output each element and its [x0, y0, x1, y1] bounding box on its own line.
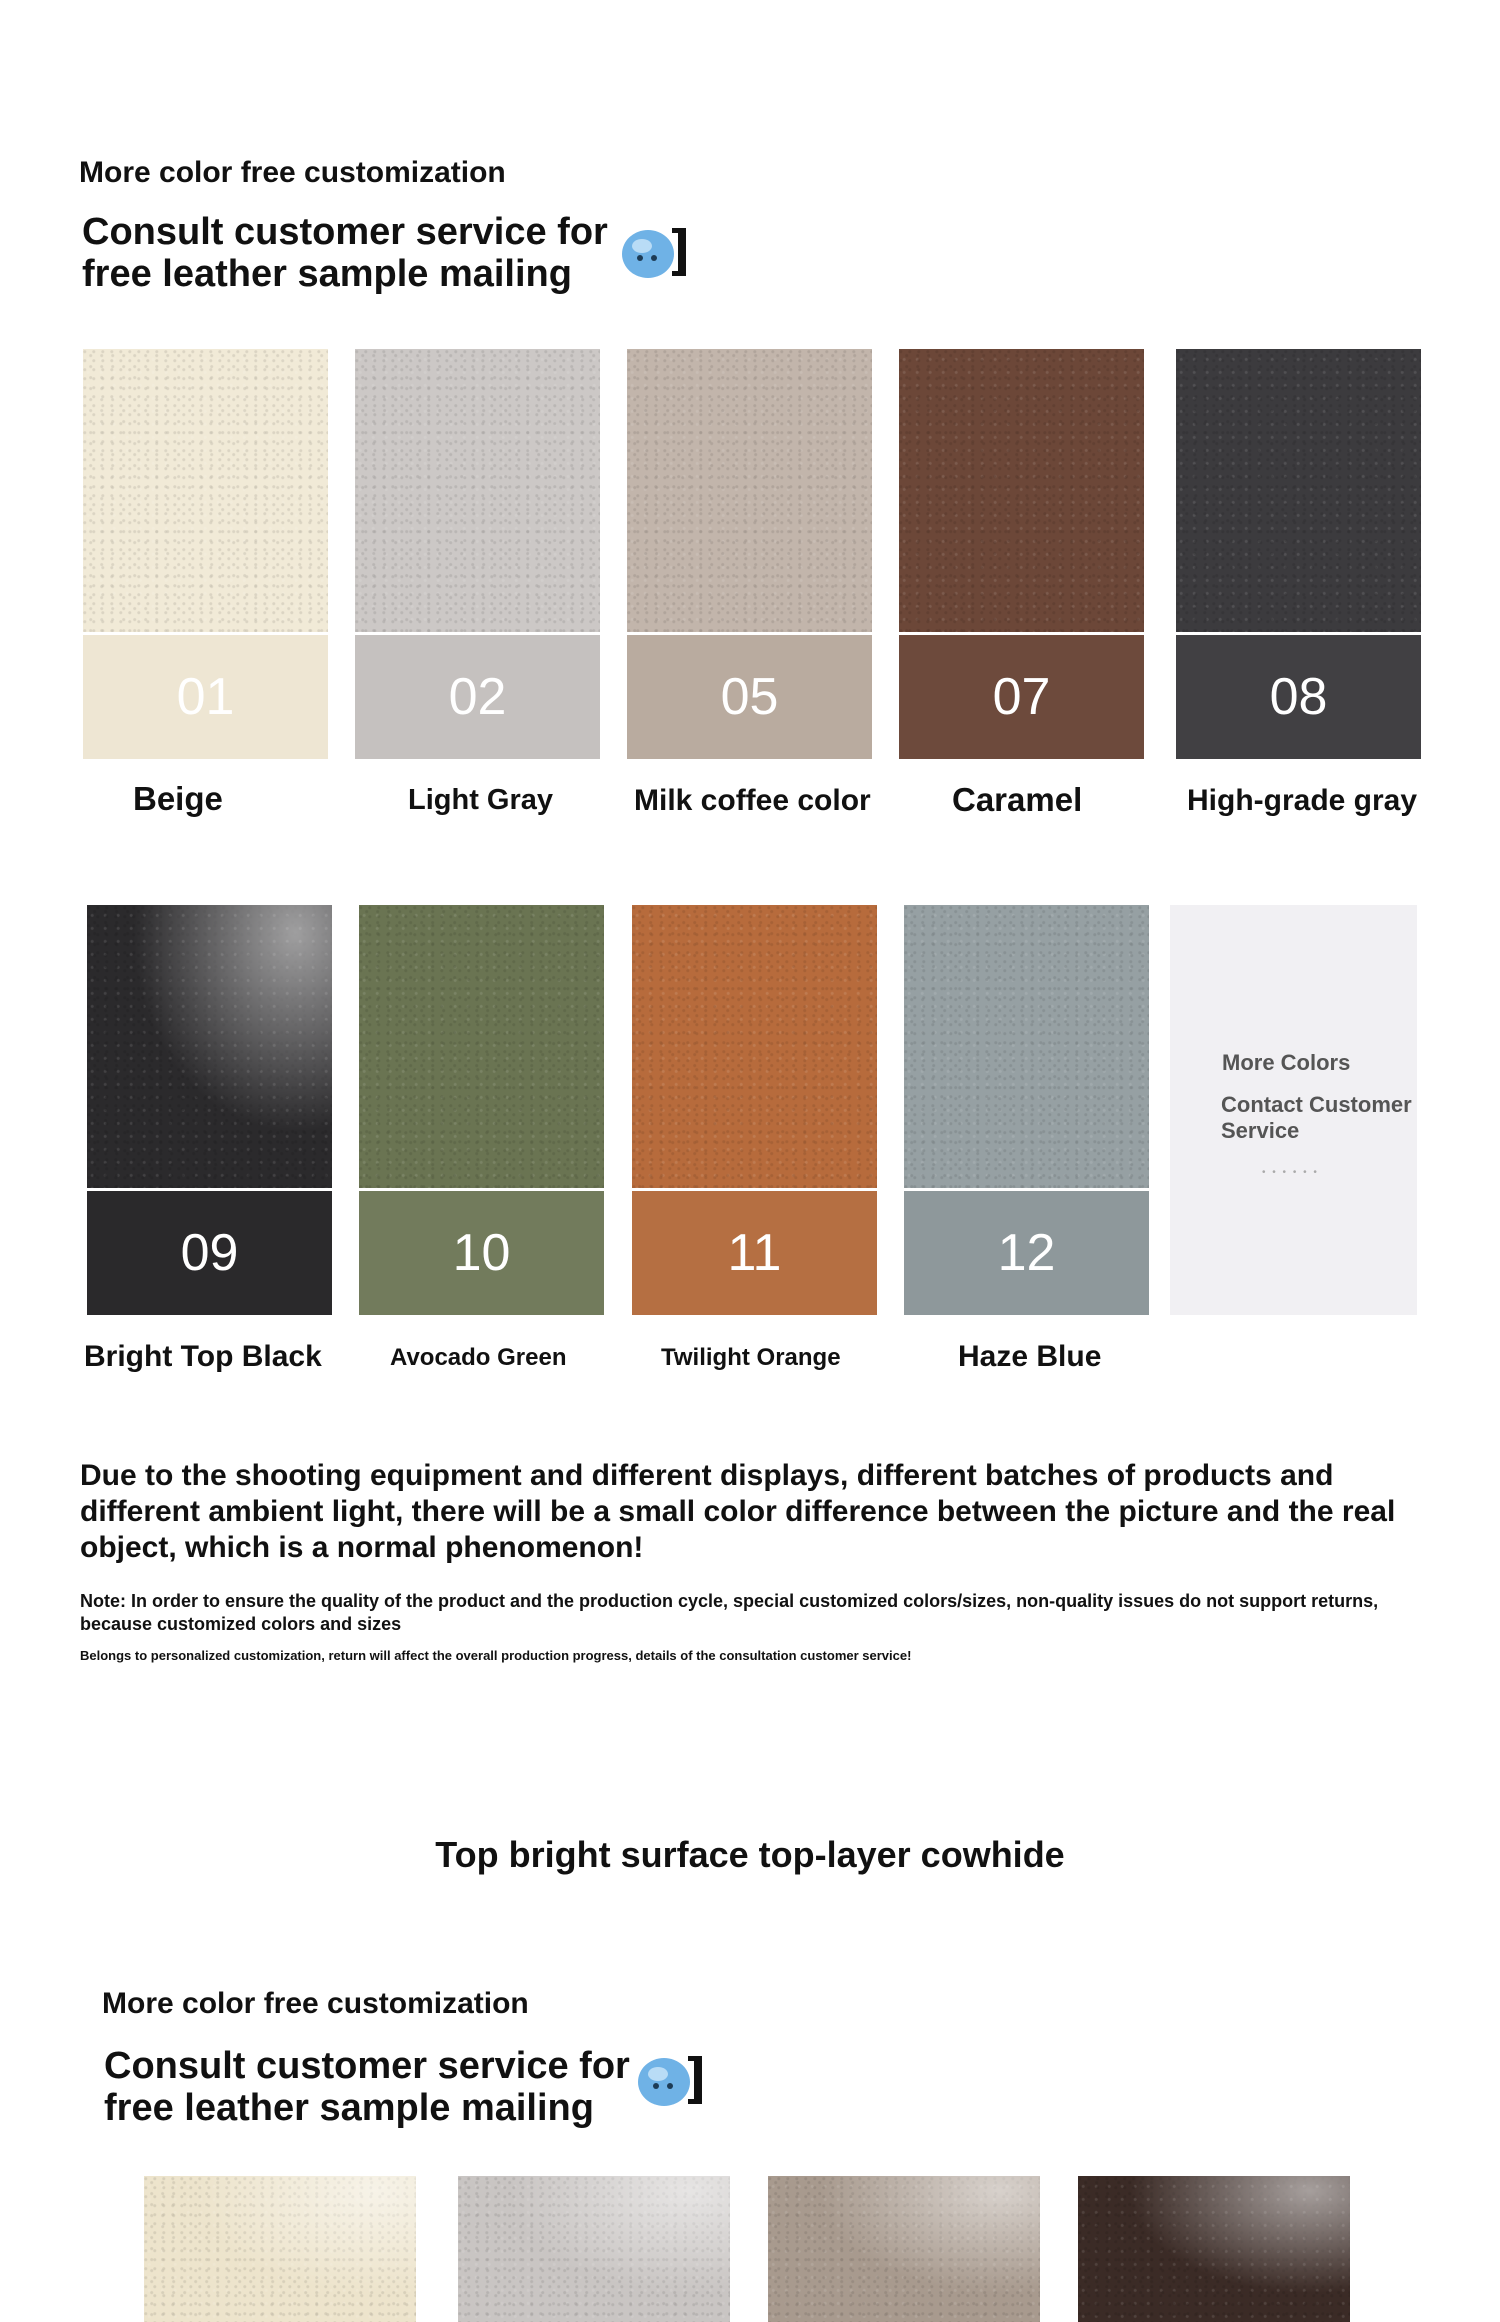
more-colors-title: More Colors [1222, 1050, 1351, 1075]
swatch-02-label: Light Gray [408, 784, 554, 816]
color-difference-notice: Due to the shooting equipment and different displays, different batches of products and different ambient light, there will be a small color difference between the picture and the real object, which is a normal phenomenon! [80, 1459, 1396, 1564]
more-colors-dots: • • • • • • [1262, 1167, 1319, 1178]
swatch-10-label: Avocado Green [390, 1344, 567, 1371]
swatch-11-label: Twilight Orange [661, 1344, 841, 1371]
customization-note: Belongs to personalized customization, return will affect the overall production progress, details of the consultation customer service! [80, 1648, 912, 1663]
swatch-12-number: 12 [904, 1188, 1149, 1315]
swatch-12-label: Haze Blue [958, 1340, 1102, 1373]
swatch-08-leather [1176, 349, 1421, 632]
swatch-07-leather [899, 349, 1144, 632]
section2-big-heading [104, 2045, 630, 2129]
section1-small-heading: More color free customization [79, 156, 506, 189]
section2-small-heading: More color free customization [102, 1987, 529, 2020]
more-colors-contact-line2: Service [1221, 1118, 1300, 1143]
swatch-10-number: 10 [359, 1188, 604, 1315]
swatch-10 [359, 905, 604, 1315]
swatch-01 [83, 349, 328, 759]
swatch-05-number: 05 [627, 632, 872, 759]
section1-big-heading [82, 211, 608, 295]
more-colors-card [1170, 905, 1417, 1315]
swatch-11 [632, 905, 877, 1315]
bottom-swatch-4 [1078, 2176, 1350, 2322]
water-drop-mascot-icon [620, 224, 692, 285]
section2-big-heading-line2: free leather sample mailing [104, 2087, 594, 2129]
swatch-05-label: Milk coffee color [634, 784, 871, 817]
swatch-05-leather [627, 349, 872, 632]
bottom-swatch-2 [458, 2176, 730, 2322]
swatch-09 [87, 905, 332, 1315]
swatch-01-leather [83, 349, 328, 632]
swatch-11-leather [632, 905, 877, 1188]
swatch-09-label: Bright Top Black [84, 1340, 322, 1373]
swatch-10-leather [359, 905, 604, 1188]
swatch-08-label: High-grade gray [1187, 784, 1418, 817]
swatch-02-number: 02 [355, 632, 600, 759]
swatch-02-leather [355, 349, 600, 632]
swatch-08-number: 08 [1176, 632, 1421, 759]
swatch-07-number: 07 [899, 632, 1144, 759]
swatch-12-leather [904, 905, 1149, 1188]
swatch-07-label: Caramel [952, 781, 1083, 818]
swatch-02 [355, 349, 600, 759]
section1-big-heading-line1: Consult customer service for [82, 211, 608, 253]
swatch-01-number: 01 [83, 632, 328, 759]
more-colors-contact [1221, 1092, 1412, 1144]
section2-title: Top bright surface top-layer cowhide [435, 1834, 1065, 1875]
swatch-12 [904, 905, 1149, 1315]
bottom-swatch-3 [768, 2176, 1040, 2322]
swatch-07 [899, 349, 1144, 759]
bottom-swatch-1 [144, 2176, 416, 2322]
swatch-08 [1176, 349, 1421, 759]
swatch-01-label: Beige [133, 780, 223, 817]
water-drop-mascot-icon [636, 2052, 708, 2113]
swatch-11-number: 11 [632, 1188, 877, 1315]
more-colors-contact-line1: Contact Customer [1221, 1092, 1412, 1117]
swatch-09-leather [87, 905, 332, 1188]
section2-big-heading-line1: Consult customer service for [104, 2045, 630, 2087]
return-policy-note: Note: In order to ensure the quality of the product and the production cycle, special customized colors/sizes, non-quality issues do not support returns, because customized colors and sizes [80, 1591, 1379, 1634]
swatch-05 [627, 349, 872, 759]
swatch-09-number: 09 [87, 1188, 332, 1315]
section1-big-heading-line2: free leather sample mailing [82, 253, 572, 295]
